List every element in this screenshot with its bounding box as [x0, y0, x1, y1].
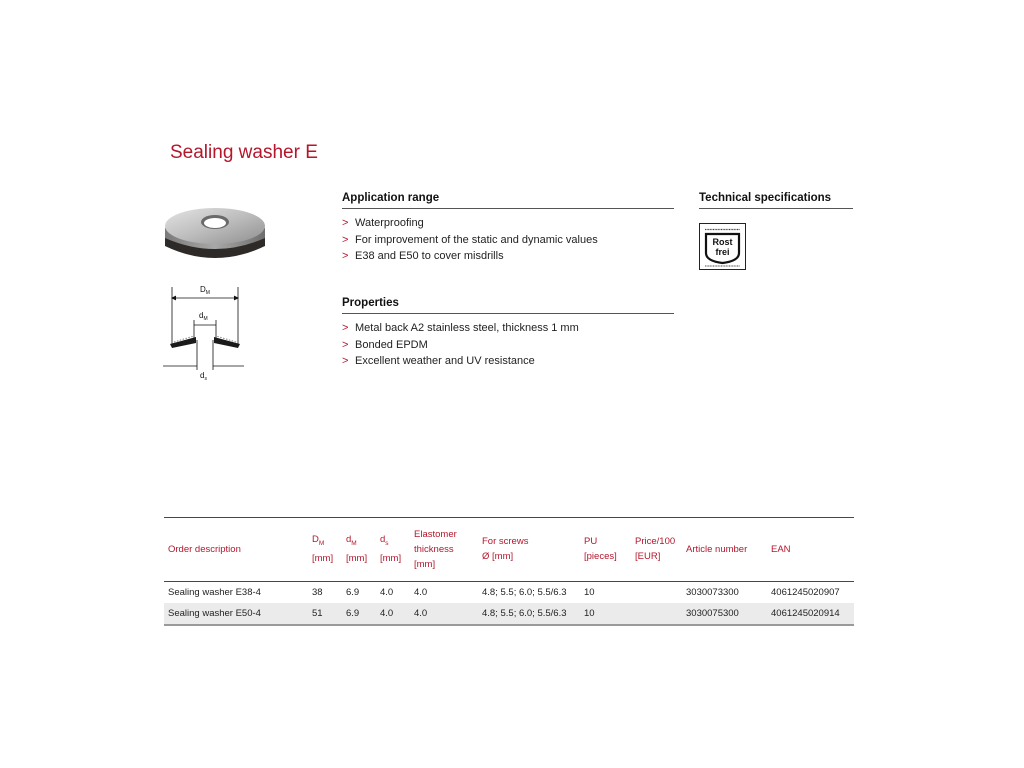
page-title: Sealing washer E: [170, 142, 318, 163]
col-order-description: Order description: [168, 543, 241, 555]
cell-screws: 4.8; 5.5; 6.0; 5.5/6.3: [482, 587, 567, 598]
cell-price: [631, 603, 682, 625]
list-item: > Bonded EPDM: [342, 338, 428, 351]
list-item: > For improvement of the static and dynamic values: [342, 233, 598, 246]
application-range-section: [342, 192, 674, 265]
washer-product-image: [160, 198, 270, 268]
col-pu: PU [pieces]: [584, 536, 617, 562]
col-ean: EAN: [771, 543, 791, 555]
col-price: Price/100 [EUR]: [635, 536, 676, 562]
dim-label-ds: d: [200, 371, 205, 380]
col-elastomer-thickness: Elastomer thickness [mm]: [414, 528, 457, 570]
cell-elastomer: 4.0: [414, 587, 428, 598]
cell-ean: 4061245020914: [771, 608, 840, 619]
list-item: > Metal back A2 stainless steel, thickness 1 mm: [342, 322, 579, 334]
properties-heading: Properties: [342, 297, 674, 314]
svg-text:Rost: Rost: [712, 237, 733, 247]
cell-article-number: 3030075300: [686, 608, 739, 619]
cell-pu: 10: [584, 608, 595, 619]
technical-specifications-heading: Technical specifications: [699, 192, 853, 209]
list-item: > Excellent weather and UV resistance: [342, 355, 535, 367]
col-ds: $d_s$ [mm]: [380, 534, 402, 564]
cell-dM: 6.9: [346, 587, 360, 598]
cell-DM: 38: [312, 587, 323, 598]
cell-pu: 10: [584, 587, 595, 598]
cell-description: Sealing washer E50-4: [168, 608, 261, 619]
cell-ean: 4061245020907: [771, 587, 840, 598]
washer-dimension-drawing: [160, 282, 250, 387]
cell-ds: 4.0: [380, 587, 394, 598]
col-article-number: Article number: [686, 543, 748, 555]
list-item: > Waterproofing: [342, 217, 424, 229]
dim-label-dM: d: [199, 311, 204, 320]
svg-text:dM: $d_M$: [199, 311, 208, 322]
svg-text:ds: $d_s$: [200, 371, 207, 382]
cell-elastomer: 4.0: [414, 608, 428, 619]
table-row: [164, 582, 854, 604]
col-DM: $D_M$ [mm]: [312, 534, 334, 564]
application-range-heading: Application range: [342, 192, 674, 209]
col-for-screws: For screws Ø [mm]: [482, 536, 529, 562]
cell-description: Sealing washer E38-4: [168, 587, 261, 598]
svg-text:frei: frei: [715, 247, 730, 257]
order-table: [164, 517, 854, 626]
rostfrei-stainless-steel-icon: [699, 223, 746, 270]
properties-section: [342, 297, 674, 370]
cell-dM: 6.9: [346, 608, 360, 619]
technical-specifications-section: [699, 192, 853, 209]
cell-price: [631, 582, 682, 604]
col-dM: $d_M$ [mm]: [346, 534, 368, 564]
cell-DM: 51: [312, 608, 323, 619]
table-row: [164, 603, 854, 625]
cell-article-number: 3030073300: [686, 587, 739, 598]
svg-text:DM: $D_M$: [200, 285, 210, 296]
table-header-row: [164, 518, 854, 582]
cell-screws: 4.8; 5.5; 6.0; 5.5/6.3: [482, 608, 567, 619]
list-item: > E38 and E50 to cover misdrills: [342, 250, 504, 262]
cell-ds: 4.0: [380, 608, 394, 619]
dim-label-DM: D: [200, 285, 206, 294]
